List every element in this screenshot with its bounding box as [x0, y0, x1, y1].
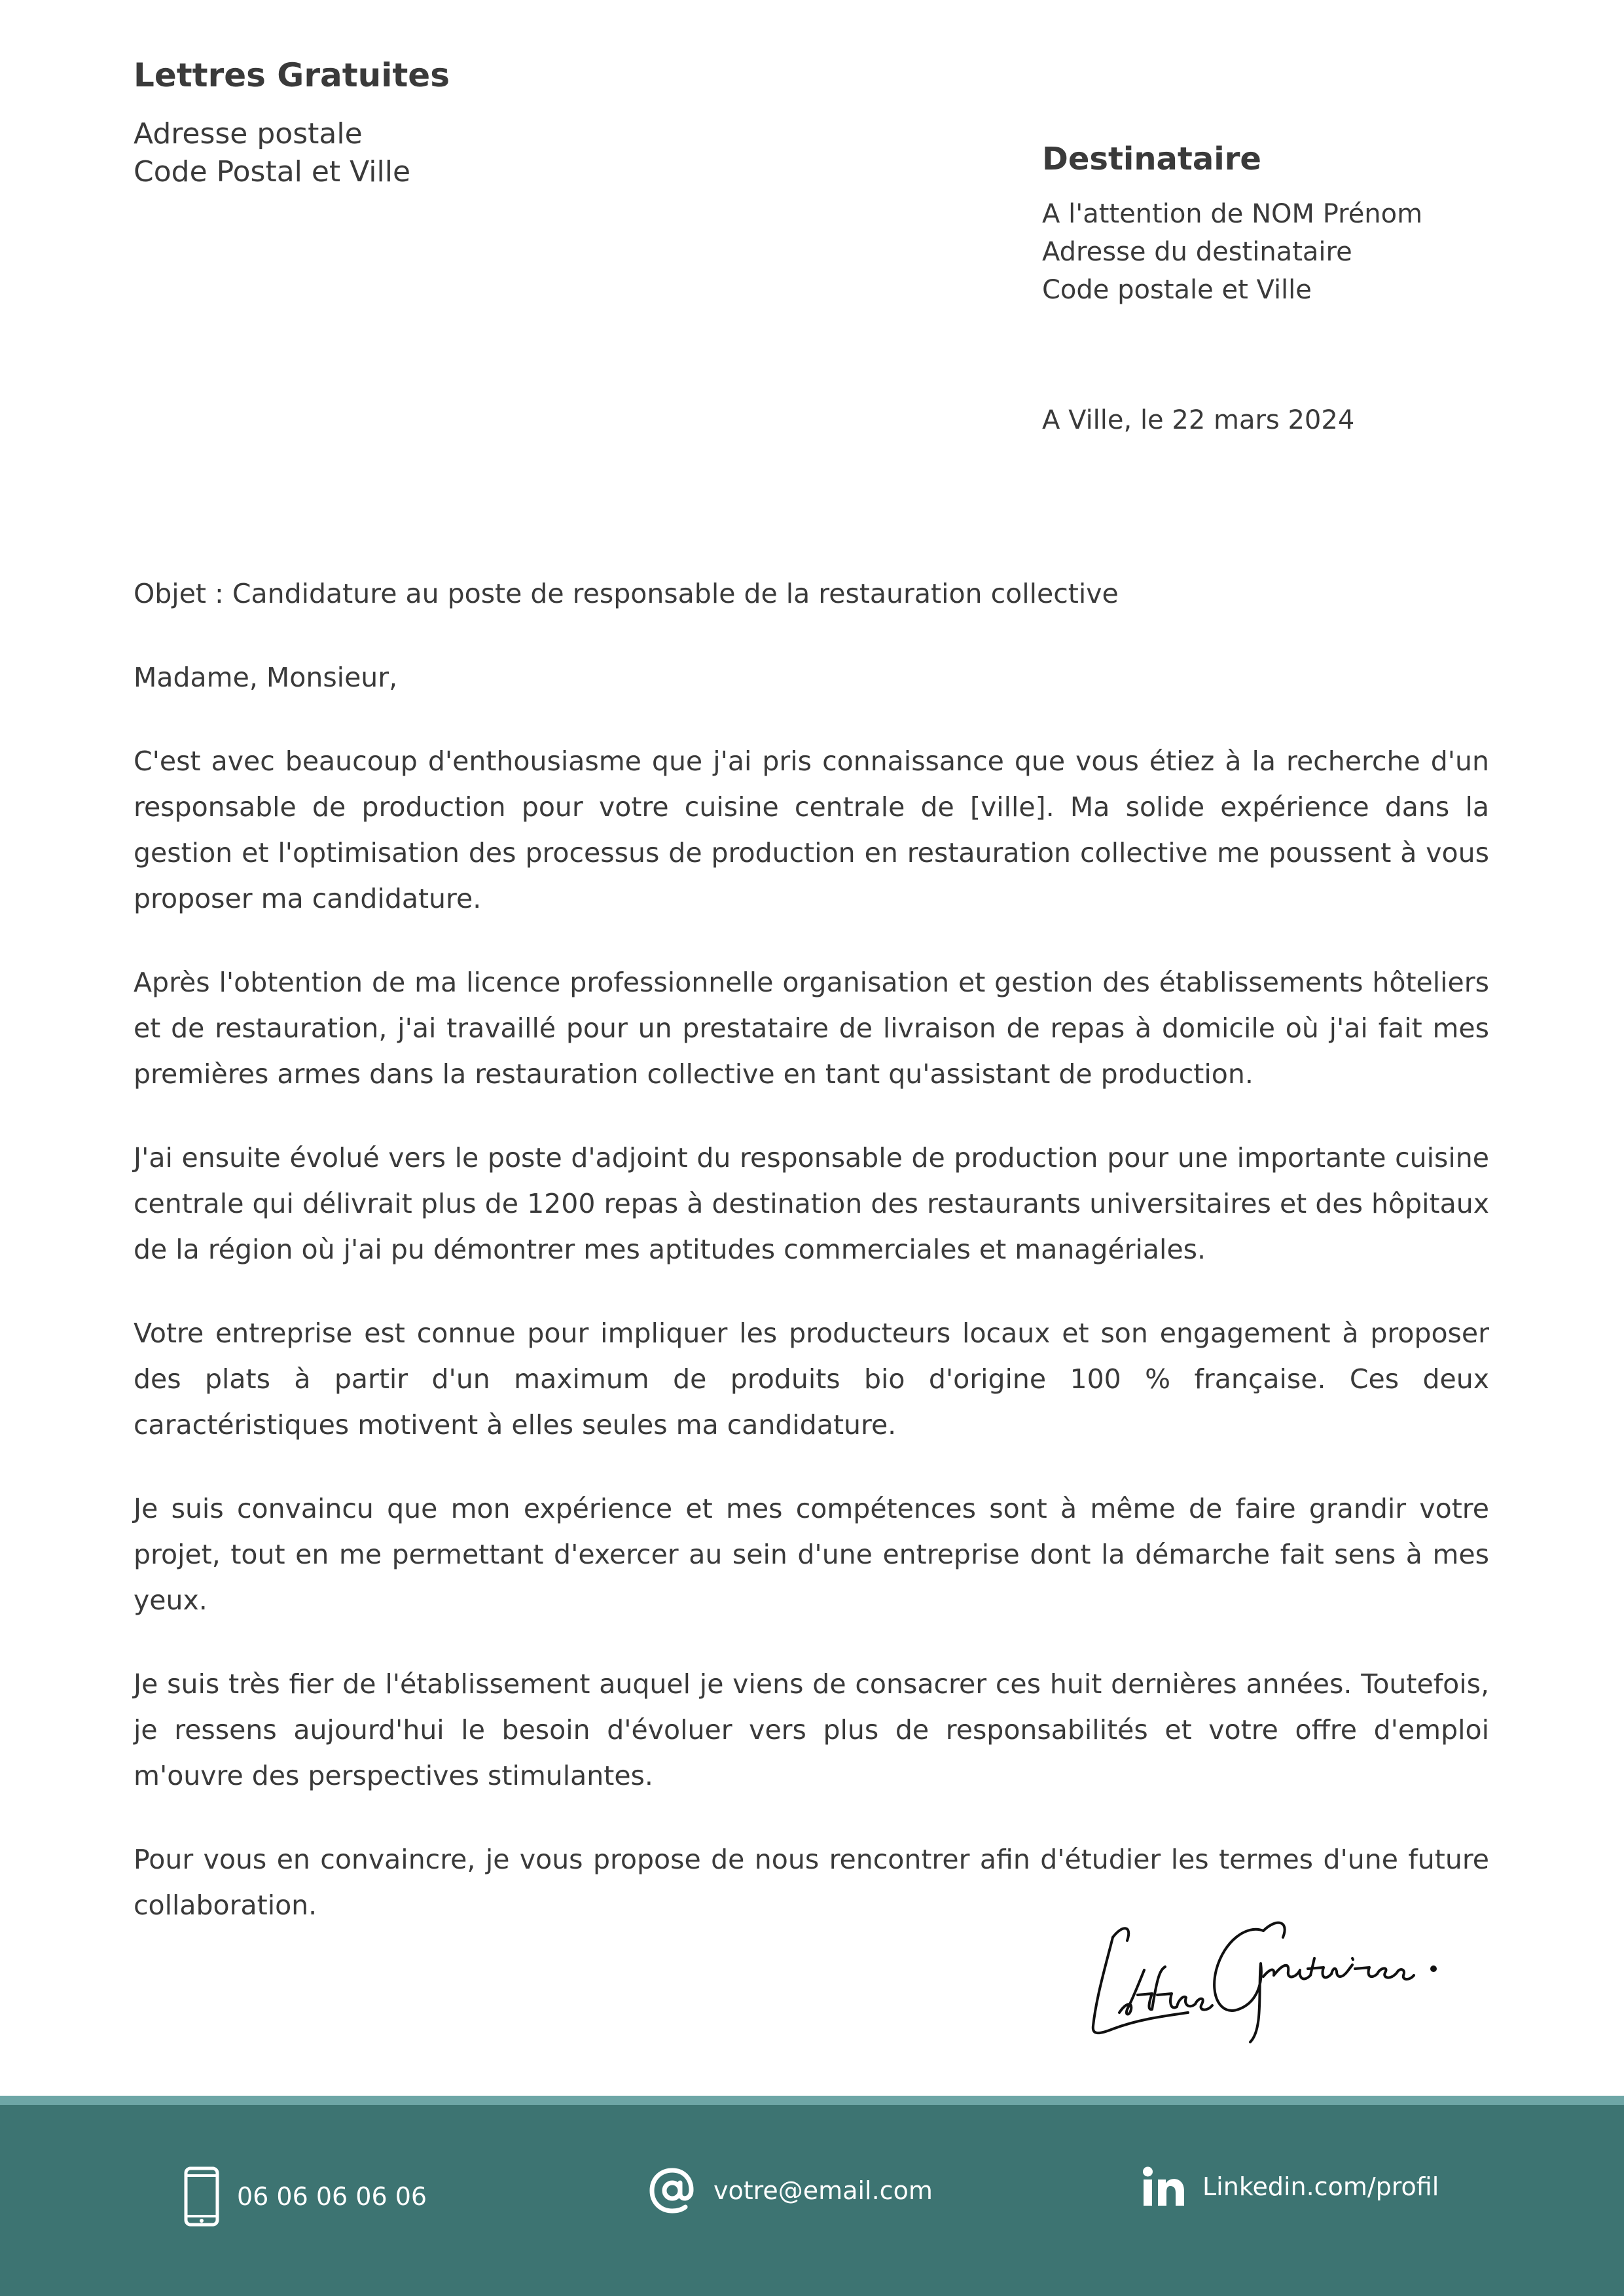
recipient-attention: A l'attention de NOM Prénom	[1042, 199, 1423, 229]
sender-address: Adresse postale	[134, 117, 363, 151]
at-sign-icon	[648, 2166, 696, 2215]
sender-block	[134, 54, 450, 191]
recipient-city: Code postale et Ville	[1042, 275, 1312, 305]
letter-date: A Ville, le 22 mars 2024	[1042, 405, 1355, 435]
handwritten-signature	[1067, 1885, 1447, 2055]
letter-paragraph: Votre entreprise est connue pour impliquer les producteurs locaux et son engagement à proposer des plats à partir d'un maximum de produits bio d'origine 100 % française. Ces deux caractéristiques motivent à elles seules ma candidature.	[134, 1318, 1489, 1441]
letter-paragraph: J'ai ensuite évolué vers le poste d'adjoint du responsable de production pour une importante cuisine centrale qui délivrait plus de 1200 repas à destination des restaurants universitaires et des hôpitaux de la région où j'ai pu démontrer mes aptitudes commerciales et managériales.	[134, 1142, 1489, 1265]
email-address: votre@email.com	[713, 2176, 933, 2205]
letter-paragraph: Après l'obtention de ma licence professionnelle organisation et gestion des établissements hôteliers et de restauration, j'ai travaillé pour un prestataire de livraison de repas à domicile où j'ai fait mes premières armes dans la restauration collective en tant qu'assistant de production.	[134, 967, 1489, 1090]
letter-paragraph: Pour vous en convaincre, je vous propose de nous rencontrer afin d'étudier les termes d'une future collaboration.	[134, 1844, 1489, 1921]
recipient-address: Adresse du destinataire	[1042, 237, 1352, 267]
letter-subject: Objet : Candidature au poste de responsable de la restauration collective	[134, 578, 1119, 609]
linkedin-url: Linkedin.com/profil	[1202, 2172, 1439, 2201]
footer-stripe	[0, 2096, 1624, 2105]
letter-paragraph: Je suis convaincu que mon expérience et mes compétences sont à même de faire grandir votre projet, tout en me permettant d'exercer au sein d'une entreprise dont la démarche fait sens à mes yeux.	[134, 1493, 1489, 1616]
letter-paragraph: C'est avec beaucoup d'enthousiasme que j'ai pris connaissance que vous étiez à la recherche d'un responsable de production pour votre cuisine centrale de [ville]. Ma solide expérience dans la gestion et l'optimisation des processus de production en restauration collective me poussent à vous proposer ma candidature.	[134, 745, 1489, 914]
footer-linkedin	[1142, 2166, 1439, 2207]
footer-phone	[183, 2166, 427, 2227]
smartphone-icon	[183, 2166, 220, 2227]
footer-contact-bar	[0, 2105, 1624, 2296]
linkedin-icon	[1142, 2166, 1185, 2207]
sender-name: Lettres Gratuites	[134, 56, 450, 94]
letter-salutation: Madame, Monsieur,	[134, 662, 398, 693]
recipient-title: Destinataire	[1042, 141, 1261, 177]
phone-number: 06 06 06 06 06	[237, 2182, 427, 2211]
footer-email	[648, 2166, 933, 2215]
recipient-block	[1042, 137, 1422, 309]
letter-paragraph: Je suis très fier de l'établissement auquel je viens de consacrer ces huit dernières années. Toutefois, je ressens aujourd'hui le besoin d'évoluer vers plus de responsabilités et votre offre d'emploi m'ouvre des perspectives stimulantes.	[134, 1668, 1489, 1791]
letter-body	[134, 571, 1489, 1966]
sender-city: Code Postal et Ville	[134, 155, 411, 188]
